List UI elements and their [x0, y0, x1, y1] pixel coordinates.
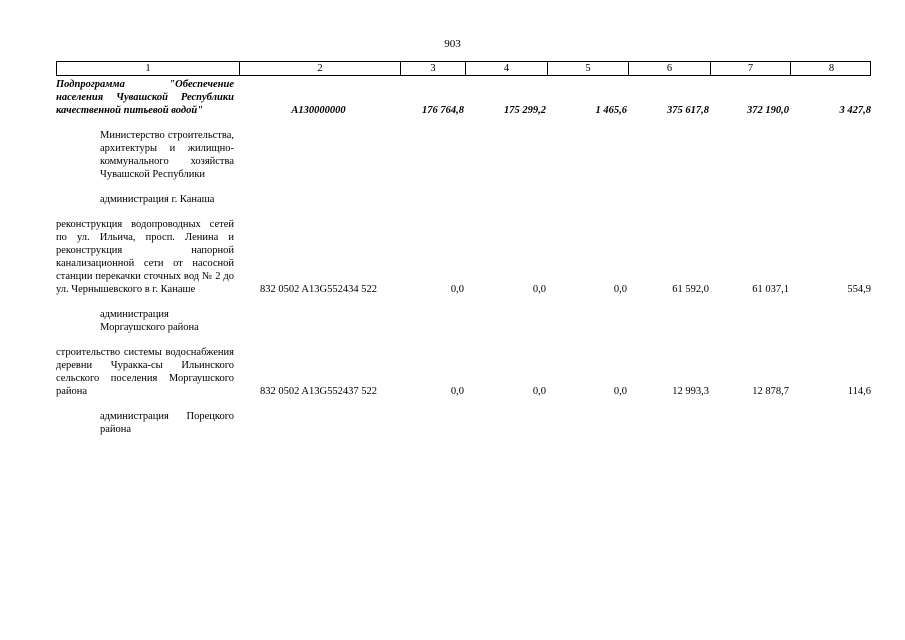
row-value: 0,0	[613, 284, 627, 295]
row-code: A130000000	[291, 105, 346, 116]
column-header: 4	[465, 62, 547, 75]
table-row-subprogram	[56, 78, 871, 117]
column-header: 3	[400, 62, 465, 75]
table-row-org	[56, 129, 871, 181]
table-row-item	[56, 218, 871, 296]
column-header: 8	[790, 62, 872, 75]
row-value: 61 037,1	[752, 284, 789, 295]
row-value: 1 465,6	[595, 105, 627, 116]
column-header: 7	[710, 62, 790, 75]
row-value: 0,0	[532, 386, 546, 397]
table-row-org	[56, 193, 871, 206]
row-value: 0,0	[450, 386, 464, 397]
table-header-row	[56, 61, 871, 76]
row-value: 176 764,8	[422, 105, 464, 116]
row-name: администрация Моргаушского района	[100, 309, 199, 333]
row-value: 61 592,0	[672, 284, 709, 295]
budget-table	[56, 61, 871, 436]
row-name: Подпрограмма "Обеспечение населения Чувашской Республики качественной питьевой водой"	[56, 79, 234, 116]
row-name: администрация Порецкого района	[100, 411, 234, 435]
column-header: 1	[145, 63, 151, 74]
column-header: 2	[239, 62, 400, 75]
row-name: Министерство строительства, архитектуры и жилищно-коммунального хозяйства Чувашской Республики	[100, 130, 234, 180]
row-value: 3 427,8	[839, 105, 871, 116]
page-number: 903	[444, 38, 461, 50]
row-value: 0,0	[450, 284, 464, 295]
table-row-org	[56, 308, 871, 334]
row-name: строительство системы водоснабжения деревни Чуракка-сы Ильинского сельского поселения Моргаушского района	[56, 347, 234, 397]
column-header: 5	[547, 62, 628, 75]
row-value: 175 299,2	[504, 105, 546, 116]
column-header: 6	[628, 62, 710, 75]
row-value: 375 617,8	[667, 105, 709, 116]
row-value: 554,9	[847, 284, 871, 295]
table-row-org	[56, 410, 871, 436]
row-name: реконструкция водопроводных сетей по ул. Ильича, просп. Ленина и реконструкция напорной канализационной сети от насосной станции перекачки сточных вод № 2 до ул. Чернышевского в г. Канаше	[56, 219, 234, 295]
row-code: 832 0502 A13G552434 522	[260, 284, 377, 295]
row-name: администрация г. Канаша	[100, 194, 215, 205]
row-code: 832 0502 A13G552437 522	[260, 386, 377, 397]
row-value: 114,6	[847, 386, 871, 397]
row-value: 0,0	[532, 284, 546, 295]
row-value: 372 190,0	[747, 105, 789, 116]
row-value: 0,0	[613, 386, 627, 397]
row-value: 12 878,7	[752, 386, 789, 397]
row-value: 12 993,3	[672, 386, 709, 397]
table-row-item	[56, 346, 871, 398]
